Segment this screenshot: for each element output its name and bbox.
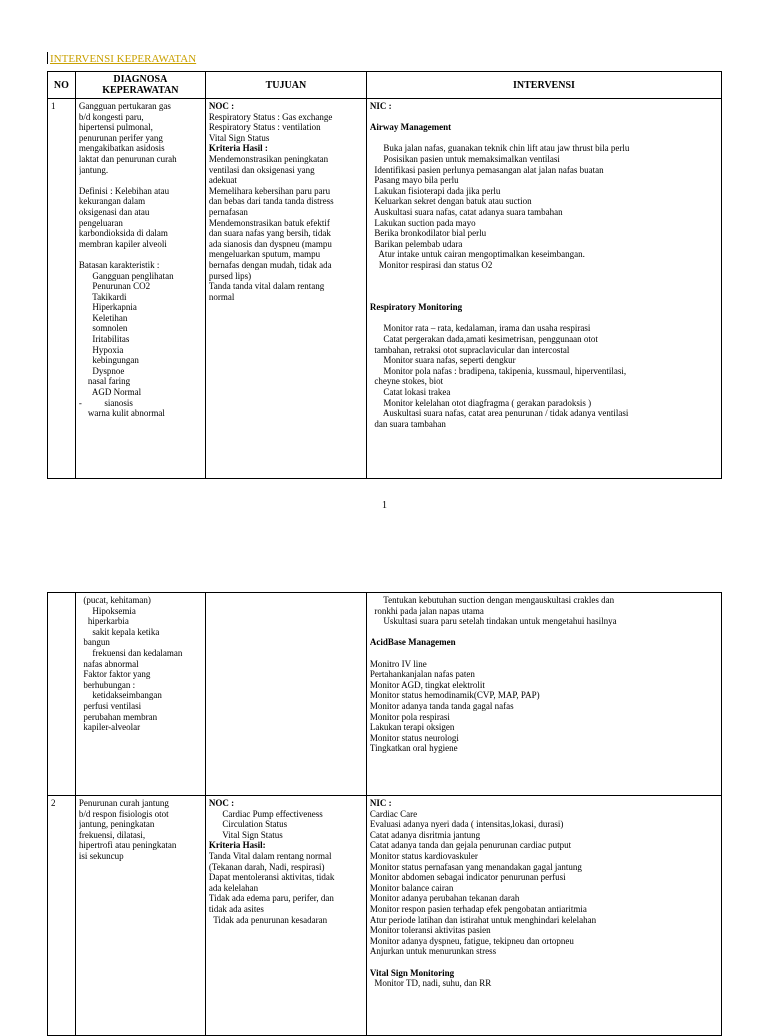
text-line: Hipoksemia (78, 605, 136, 616)
text-line: nafas abnormal (78, 658, 139, 669)
text-line: Monitor status kardiovaskuler (369, 850, 478, 861)
text-line: Mendemonstrasikan peningkatan (208, 153, 329, 164)
text-line: - sianosis (78, 397, 133, 408)
text-line: kekurangan dalam (78, 196, 146, 207)
text-line: Penurunan CO2 (78, 281, 151, 292)
text-line: Tanda Vital dalam rentang normal (208, 850, 332, 861)
text-line: Definisi : Kelebihan atau (78, 185, 170, 196)
intervensi-cell (366, 796, 721, 1036)
text-line: Keluarkan sekret dengan batuk atau suction (369, 196, 532, 207)
text-line: Pasang mayo bila perlu (369, 175, 459, 186)
row-number: 1 (48, 99, 76, 479)
text-line: Auskultasi suara nafas, catat adanya suara tambahan (369, 206, 563, 217)
nursing-intervention-table (47, 71, 722, 479)
text-line (370, 313, 718, 324)
text-line: Monitor adanya tanda tanda gagal nafas (369, 700, 514, 711)
text-line: Kriteria Hasil: (208, 840, 266, 851)
text-line: nasal faring (78, 376, 131, 387)
text-line: Auskultasi suara nafas, catat area penurunan / tidak adanya ventilasi (369, 408, 629, 419)
text-line: Gangguan pertukaran gas (78, 101, 171, 111)
text-line: (Tekanan darah, Nadi, respirasi) (208, 861, 325, 872)
text-line: isi sekuncup (78, 850, 124, 861)
text-line: Lakukan terapi oksigen (369, 722, 455, 733)
text-line: Respiratory Status : Gas exchange (208, 111, 333, 122)
text-line: b/d respon fisiologis otot (78, 808, 169, 819)
text-line: Monitor status neurologi (369, 732, 459, 743)
text-line: Cardiac Care (369, 808, 418, 819)
text-line: Berika bronkodilator bial perlu (369, 228, 487, 239)
text-line: NIC : (369, 798, 392, 808)
text-line (370, 281, 718, 292)
text-line (370, 112, 718, 123)
text-line: NIC : (369, 101, 392, 111)
text-line: b/d kongesti paru, (78, 111, 144, 122)
text-line: Lakukan fisioterapi dada jika perlu (369, 185, 501, 196)
text-line: Monitor pola respirasi (369, 711, 450, 722)
text-line: Monitor balance cairan (369, 882, 454, 893)
text-line: NOC : (208, 101, 235, 111)
text-line: Monitor rata – rata, kedalaman, irama dan usaha respirasi (369, 323, 591, 334)
text-line: cheyne stokes, biot (369, 376, 444, 387)
text-line: Evaluasi adanya nyeri dada ( intensitas,lokasi, durasi) (369, 819, 564, 830)
text-line: Lakukan suction pada mayo (369, 217, 476, 228)
text-line: Monitor adanya perubahan tekanan darah (369, 893, 520, 904)
text-line (370, 271, 718, 282)
header-diagnosa: DIAGNOSA KEPERAWATAN (75, 72, 205, 99)
text-line: Hypoxia (78, 344, 124, 355)
text-line: frekuensi dan kedalaman (78, 647, 183, 658)
text-line: Vital Sign Status (208, 829, 283, 840)
text-line: Uskultasi suara paru setelah tindakan untuk mengetahui hasilnya (369, 616, 617, 627)
text-line: kebingungan (78, 355, 139, 366)
text-line: Penurunan curah jantung (78, 798, 169, 808)
tujuan-cell (205, 99, 366, 479)
table-row (48, 593, 722, 796)
text-line: Cardiac Pump effectiveness (208, 808, 323, 819)
table-row (48, 796, 722, 1036)
text-line: Atur intake untuk cairan mengoptimalkan keseimbangan. (369, 249, 585, 260)
text-line: dan suara tambahan (369, 418, 446, 429)
text-line: bangun (78, 637, 110, 648)
text-line: mengakibatkan asidosis (78, 143, 165, 154)
text-line: Tidak ada penurunan kesadaran (208, 914, 328, 925)
text-line: Batasan karakteristik : (78, 259, 160, 270)
text-line: Monitor status hemodinamik(CVP, MAP, PAP) (369, 690, 540, 701)
text-line: Kriteria Hasil : (208, 143, 268, 154)
text-line: dan bebas dari tanda tanda distress (208, 196, 334, 207)
text-line: ventilasi dan oksigenasi yang (208, 164, 315, 175)
text-line: Keletihan (78, 312, 128, 323)
text-line: sakit kepala ketika (78, 626, 160, 637)
text-line: Gangguan penglihatan (78, 270, 174, 281)
diagnosa-cell (75, 796, 205, 1036)
text-line: (pucat, kehitaman) (78, 595, 151, 605)
intervensi-cell (366, 593, 721, 796)
text-line: Monitor TD, nadi, suhu, dan RR (369, 978, 492, 989)
text-line: Monitor adanya dyspneu, fatigue, tekipneu dan ortopneu (369, 935, 574, 946)
text-line: Anjurkan untuk menurunkan stress (369, 946, 497, 957)
text-line: Monitor suara nafas, seperti dengkur (369, 355, 516, 366)
intervensi-cell (366, 99, 721, 479)
text-line: membran kapiler alveoli (78, 238, 167, 249)
text-line: jantung. (78, 164, 109, 175)
text-line: Tingkatkan oral hygiene (369, 743, 458, 754)
text-line: Hiperkapnia (78, 302, 137, 313)
text-line: laktat dan penurunan curah (78, 153, 177, 164)
text-line (370, 292, 718, 303)
page-number: 1 (382, 500, 387, 511)
text-line: ronkhi pada jalan napas utama (369, 605, 484, 616)
text-line: Vital Sign Status (208, 132, 270, 143)
text-line (370, 957, 718, 968)
text-line: hipertensi pulmonal, (78, 122, 153, 133)
text-line: Faktor faktor yang (78, 669, 151, 680)
text-line: Monitor respon pasien terhadap efek pengobatan antiaritmia (369, 903, 587, 914)
text-line: ketidakseimbangan (78, 690, 162, 701)
text-line: mengeluarkan sputum, mampu (208, 249, 321, 260)
text-line: Airway Management (369, 122, 452, 133)
text-line: Atur periode latihan dan istirahat untuk menghindari kelelahan (369, 914, 597, 925)
nursing-intervention-table-continued (47, 592, 722, 1036)
text-line: hipertrofi atau peningkatan (78, 840, 177, 851)
text-line: Monitor AGD, tingkat elektrolit (369, 679, 485, 690)
text-line: Pertahankanjalan nafas paten (369, 669, 475, 680)
text-line: Respiratory Monitoring (369, 302, 463, 313)
text-line: Monitor pola nafas : bradipena, takipenia, kussmaul, hiperventilasi, (369, 365, 627, 376)
diagnosa-cell (75, 593, 205, 796)
text-line: ada kelelahan (208, 882, 259, 893)
text-line: jantung, peningkatan (78, 819, 155, 830)
text-line: penurunan perifer yang (78, 132, 163, 143)
text-line (370, 627, 718, 638)
text-line: Tentukan kebutuhan suction dengan mengauskultasi crakles dan (369, 595, 615, 605)
text-line: warna kulit abnormal (78, 408, 165, 419)
text-line: Catat adanya tanda dan gejala penurunan cardiac putput (369, 840, 572, 851)
tujuan-cell (205, 593, 366, 796)
text-line: Circulation Status (208, 819, 288, 830)
text-line: Tidak ada edema paru, perifer, dan (208, 893, 334, 904)
text-line: ada sianosis dan dyspneu (mampu (208, 238, 332, 249)
text-line: normal (208, 291, 235, 302)
text-line: tambahan, retraksi otot supraclavicular dan intercostal (369, 344, 570, 355)
text-line: Monitor respirasi dan status O2 (369, 259, 493, 270)
text-line: Catat pergerakan dada,amati kesimetrisan, penggunaan otot (369, 334, 598, 345)
text-line: perubahan membran (78, 711, 158, 722)
text-line: Vital Sign Monitoring (369, 967, 455, 978)
text-line: Iritabilitas (78, 334, 130, 345)
tujuan-cell (205, 796, 366, 1036)
diagnosa-cell (75, 99, 205, 479)
text-line: Barikan pelembab udara (369, 238, 463, 249)
text-line: perfusi ventilasi (78, 700, 142, 711)
text-line: Mendemonstrasikan batuk efektif (208, 217, 330, 228)
text-line: Takikardi (78, 291, 127, 302)
text-line: Memelihara kebersihan paru paru (208, 185, 331, 196)
section-heading: INTERVENSI KEPERAWATAN (47, 52, 196, 65)
header-no: NO (48, 72, 76, 99)
text-line: oksigenasi dan atau (78, 206, 150, 217)
row-number: 2 (48, 796, 76, 1036)
text-line: pursed lips) (208, 270, 252, 281)
text-line: AGD Normal (78, 387, 142, 398)
text-line: Monitor status pernafasan yang menandakan gagal jantung (369, 861, 582, 872)
text-line: bernafas dengan mudah, tidak ada (208, 259, 332, 270)
text-line (370, 648, 718, 659)
text-line (370, 133, 718, 144)
row-number (48, 593, 76, 796)
text-line: Tanda tanda vital dalam rentang (208, 281, 325, 292)
text-line: Monitor abdomen sebagai indicator penurunan perfusi (369, 872, 566, 883)
text-line: tidak ada asites (208, 903, 264, 914)
header-tujuan: TUJUAN (205, 72, 366, 99)
text-line (79, 175, 202, 186)
text-line: Catat adanya disritmia jantung (369, 829, 481, 840)
text-line: karbondioksida di dalam (78, 228, 168, 239)
text-line: frekuensi, dilatasi, (78, 829, 146, 840)
text-line: somnolen (78, 323, 128, 334)
text-line: Monitor toleransi aktivitas pasien (369, 925, 491, 936)
table-row (48, 99, 722, 479)
text-line: pengeluaran (78, 217, 123, 228)
text-line: Dyspnoe (78, 365, 125, 376)
text-line: Monitor kelelahan otot diagfragma ( gerakan paradoksis ) (369, 397, 592, 408)
text-line: berhubungan : (78, 679, 136, 690)
text-line: Buka jalan nafas, guanakan teknik chin lift atau jaw thrust bila perlu (369, 143, 630, 154)
text-line (79, 249, 202, 260)
text-line: adekuat (208, 175, 237, 186)
text-line: Dapat mentoleransi aktivitas, tidak (208, 872, 335, 883)
text-line: AcidBase Managemen (369, 637, 456, 648)
text-line: kapiler-alveolar (78, 722, 141, 733)
text-line: Identifikasi pasien perlunya pemasangan alat jalan nafas buatan (369, 164, 604, 175)
header-intervensi: INTERVENSI (366, 72, 721, 99)
text-line: Respiratory Status : ventilation (208, 122, 321, 133)
text-line: dan suara nafas yang bersih, tidak (208, 228, 331, 239)
text-line: pernafasan (208, 206, 248, 217)
text-line: Catat lokasi trakea (369, 387, 451, 398)
text-line: NOC : (208, 798, 235, 808)
text-line: hiperkarbia (78, 616, 129, 627)
text-line: Monitro IV line (369, 658, 427, 669)
text-line: Posisikan pasien untuk memaksimalkan ventilasi (369, 153, 560, 164)
